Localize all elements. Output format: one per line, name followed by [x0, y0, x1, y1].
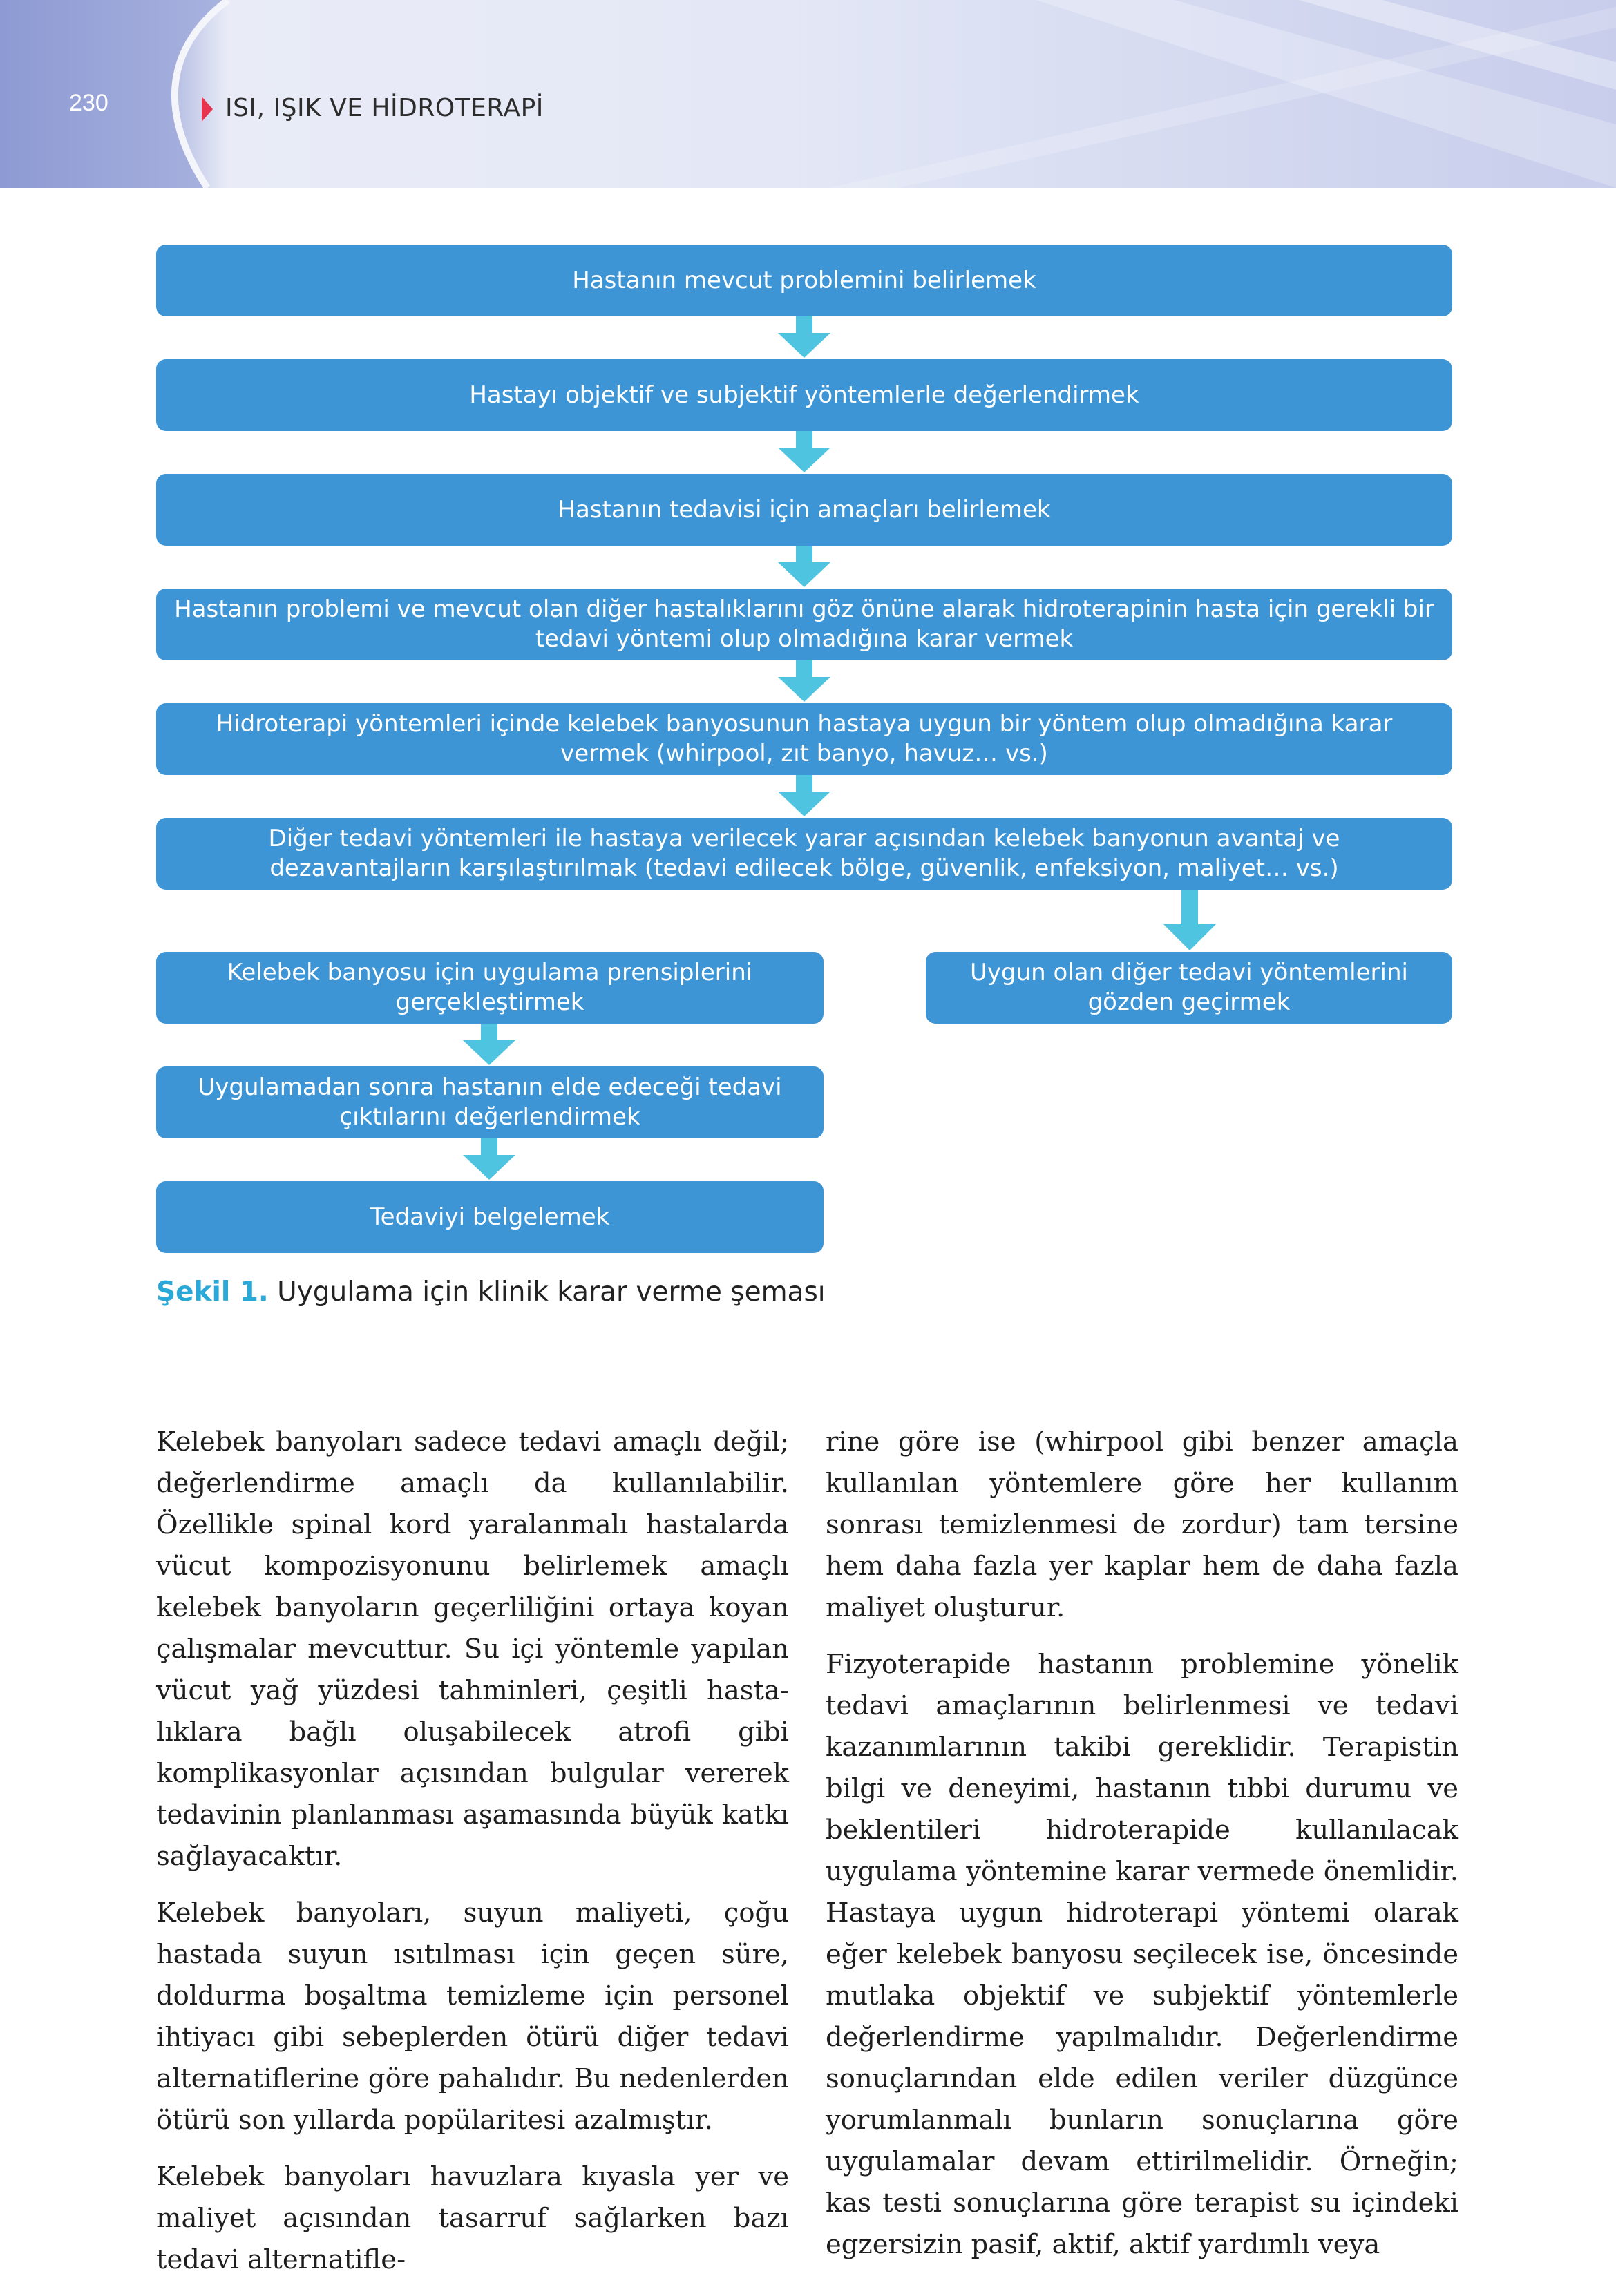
flow-step-6: Diğer tedavi yöntemleri ile hastaya verilecek yarar açısından kelebek banyonun avantaj ve dezavantajların karşılaştırılmak (tedavi edilecek bölge, güvenlik, enfeksiyon, maliyet… vs.) [156, 818, 1452, 890]
figure-label: Şekil 1. [156, 1276, 269, 1308]
chapter-title: ISI, IŞIK VE HİDROTERAPİ [225, 94, 544, 122]
flow-right-step: Uygun olan diğer tedavi yöntemlerini gözden geçirmek [926, 952, 1452, 1024]
chapter-marker-icon [202, 97, 213, 122]
down-arrow-icon [463, 1024, 515, 1068]
paragraph: Kelebek banyoları havuzlara kıyasla yer ve maliyet açısından tasarruf sağlarken bazı tedavi alternatifle- [156, 2161, 789, 2275]
paragraph: rine göre ise (whirpool gibi benzer amaçla kullanılan yöntemlere göre her kullanım sonrası temizlenmesi de zordur) tam tersine hem daha fazla yer kaplar hem de daha fazla maliyet oluşturur. [826, 1426, 1458, 1623]
down-arrow-icon [778, 316, 830, 361]
body-column-right [826, 1422, 1458, 2281]
paragraph: Kelebek banyoları sadece tedavi amaçlı değil; değerlendirme amaçlı da kullanılabilir. Özellikle spinal kord yaralanmalı hastalarda vücut kompozisyonunu belirlemek amaçlı kelebek banyoların geçerliliğini ortaya koyan çalışmalar mevcuttur. Su içi yöntemle yapılan vücut yağ yüzdesi tahminleri, çeşitli hastalıklara bağlı oluşabilecek atrofi gibi komplikasyonlar açısından bulgular vererek tedavinin planlanması aşamasında büyük katkı sağlayacaktır. [156, 1426, 789, 1872]
paragraph: Kelebek banyoları, suyun maliyeti, çoğu hastada suyun ısıtılması için geçen süre, doldurma boşaltma temizleme için personel ihtiyacı gibi sebeplerden ötürü diğer tedavi alternatiflerine göre pahalıdır. Bu nedenlerden ötürü son yıllarda popülaritesi azalmıştır. [156, 1897, 789, 2136]
down-arrow-icon [1163, 890, 1216, 952]
flow-left-step-2: Uygulamadan sonra hastanın elde edeceği tedavi çıktılarını değerlendirmek [156, 1066, 824, 1138]
body-column-left [156, 1422, 789, 2296]
flow-left-step-3: Tedaviyi belgelemek [156, 1181, 824, 1253]
page-number: 230 [69, 90, 108, 116]
figure-caption-text: Uygulama için klinik karar verme şeması [268, 1276, 826, 1308]
figure-caption [156, 1276, 826, 1308]
down-arrow-icon [778, 431, 830, 475]
flow-step-4: Hastanın problemi ve mevcut olan diğer hastalıklarını göz önüne alarak hidroterapinin hasta için gerekli bir tedavi yöntemi olup olmadığına karar vermek [156, 589, 1452, 660]
flow-step-3: Hastanın tedavisi için amaçları belirlemek [156, 474, 1452, 546]
flow-step-1: Hastanın mevcut problemini belirlemek [156, 245, 1452, 316]
down-arrow-icon [778, 775, 830, 819]
down-arrow-icon [778, 660, 830, 705]
flow-left-step-1: Kelebek banyosu için uygulama prensiplerini gerçekleştirmek [156, 952, 824, 1024]
page-header [0, 0, 1616, 188]
down-arrow-icon [778, 546, 830, 590]
flow-step-5: Hidroterapi yöntemleri içinde kelebek banyosunun hastaya uygun bir yöntem olup olmadığına karar vermek (whirpool, zıt banyo, havuz… vs.) [156, 703, 1452, 775]
down-arrow-icon [463, 1138, 515, 1183]
paragraph: Fizyoterapide hastanın problemine yönelik tedavi amaçlarının belirlenmesi ve tedavi kazanımlarının takibi gereklidir. Terapistin bilgi ve deneyimi, hastanın tıbbi durumu ve beklentileri hidroterapide kullanılacak uygulama yöntemine karar vermede önemlidir. Hastaya uygun hidroterapi yöntemi olarak eğer kelebek banyosu seçilecek ise, öncesinde mutlaka objektif ve subjektif yöntemlerle değerlendirme yapılmalıdır. Değerlendirme sonuçlarından elde edilen veriler düzgünce yorumlanmalı bunların sonuçlarına göre uygulamalar devam ettirilmelidir. Örneğin; kas testi sonuçlarına göre terapist su içindeki egzersizin pasif, aktif, aktif yardımlı veya [826, 1649, 1458, 2260]
flow-step-2: Hastayı objektif ve subjektif yöntemlerle değerlendirmek [156, 359, 1452, 431]
